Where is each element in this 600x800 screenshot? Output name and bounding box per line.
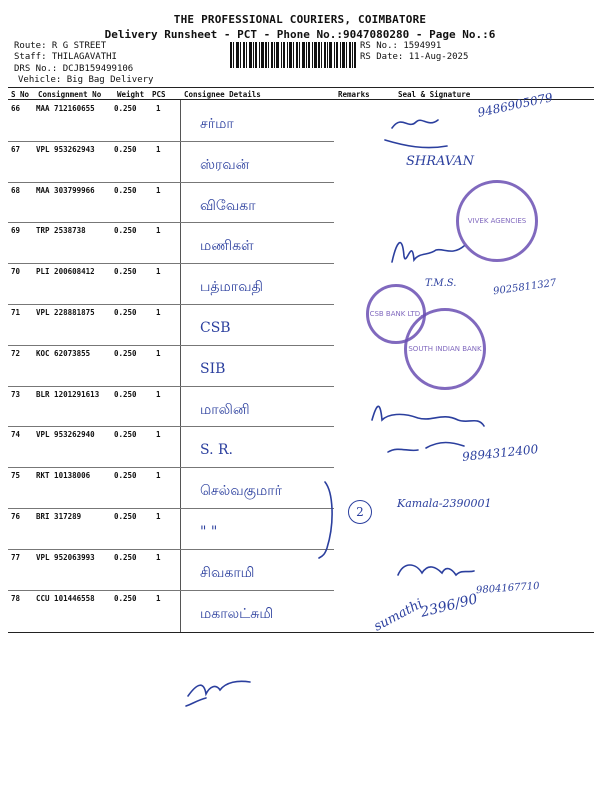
row-weight: 0.250	[114, 471, 137, 481]
row-consignment-no: VPL 953262940	[36, 430, 95, 440]
csb-bank-stamp: CSB BANK LTD.	[366, 284, 426, 344]
row-sno: 76	[11, 512, 21, 521]
row-weight: 0.250	[114, 144, 137, 154]
rs-number: RS No.: 1594991	[360, 41, 442, 51]
row-divider	[8, 141, 334, 142]
row-sno: 72	[11, 348, 21, 358]
row-pcs: 1	[156, 430, 161, 440]
table-row	[8, 263, 594, 303]
row-pcs: 1	[156, 144, 161, 154]
row-weight: 0.250	[114, 512, 137, 521]
staff-label: Staff: THILAGAVATHI	[14, 52, 117, 62]
row-pcs: 1	[156, 593, 161, 603]
row-sno: 68	[11, 185, 21, 195]
row-sno: 74	[11, 430, 21, 440]
consignee-handwritten-name: சிவகாமி	[200, 564, 255, 581]
consignee-handwritten-name: S. R.	[200, 442, 233, 459]
table-row	[8, 508, 594, 548]
row-weight: 0.250	[114, 308, 137, 317]
row-divider	[8, 263, 334, 264]
handwritten-phone-4: 9804167710	[475, 580, 540, 597]
row-sno: 67	[11, 144, 21, 154]
table-row	[8, 467, 594, 507]
col-weight: Weight	[117, 90, 145, 99]
row-pcs: 1	[156, 226, 161, 236]
row-consignment-no: MAA 303799966	[36, 185, 95, 195]
row-consignment-no: VPL 228881875	[36, 308, 95, 317]
consignee-handwritten-name: SIB	[200, 360, 226, 377]
row-consignment-no: CCU 101446558	[36, 593, 95, 603]
handwritten-tms: T.M.S.	[425, 278, 457, 289]
signature-bottom	[186, 681, 250, 706]
rs-date: RS Date: 11-Aug-2025	[360, 52, 469, 62]
vehicle-label: Vehicle: Big Bag Delivery	[18, 75, 154, 85]
row-divider	[8, 345, 334, 346]
col-sno: S No	[11, 90, 30, 99]
row-pcs: 1	[156, 389, 161, 399]
row-pcs: 1	[156, 267, 161, 277]
handwritten-shravan: SHRAVAN	[406, 154, 475, 169]
row-pcs: 1	[156, 471, 161, 481]
row-pcs: 1	[156, 512, 161, 521]
runsheet-subtitle: Delivery Runsheet - PCT - Phone No.:9047080280 - Page No.:6	[104, 28, 496, 41]
row-divider	[8, 549, 334, 550]
col-pcs: PCS	[152, 90, 166, 99]
row-pcs: 1	[156, 552, 161, 562]
consignee-handwritten-name: ஸ்ரவன்	[200, 156, 250, 173]
row-consignment-no: KOC 62073855	[36, 348, 91, 358]
row-consignment-no: TRP 2538738	[36, 226, 86, 236]
table-row	[8, 386, 594, 426]
table-bottom-rule	[8, 632, 594, 633]
row-consignment-no: RKT 10138006	[36, 471, 91, 481]
row-sno: 70	[11, 267, 21, 277]
table-row	[8, 141, 594, 181]
handwritten-phone-1: 9486905079	[476, 90, 554, 120]
row-divider	[8, 222, 334, 223]
col-seal: Seal & Signature	[398, 90, 471, 99]
row-consignment-no: VPL 952063993	[36, 552, 95, 562]
handwritten-sumathi: sumathi	[371, 596, 426, 635]
consignee-handwritten-name: விவேகா	[200, 197, 256, 214]
handwritten-kamala: Kamala-2390001	[397, 497, 492, 510]
row-consignment-no: BLR 1201291613	[36, 389, 100, 399]
handwritten-phone-3: 9894312400	[461, 442, 539, 464]
consignee-handwritten-name: சர்மா	[200, 116, 234, 132]
south-indian-bank-stamp: SOUTH INDIAN BANK	[404, 308, 486, 390]
company-title: THE PROFESSIONAL COURIERS, COIMBATORE	[173, 13, 427, 26]
row-divider	[8, 386, 334, 387]
row-weight: 0.250	[114, 389, 137, 399]
consignee-handwritten-name: செல்வகுமார்	[200, 483, 282, 500]
col-consignee: Consignee Details	[184, 90, 261, 99]
circled-number: 2	[348, 500, 372, 524]
row-consignment-no: BRI 317289	[36, 512, 82, 521]
row-pcs: 1	[156, 308, 161, 317]
consignee-handwritten-name: " "	[200, 524, 218, 540]
row-consignment-no: VPL 953262943	[36, 144, 95, 154]
route-label: Route: R G STREET	[14, 41, 107, 51]
table-row	[8, 590, 594, 630]
row-sno: 77	[11, 552, 21, 562]
row-consignment-no: MAA 712160655	[36, 104, 95, 113]
handwritten-phone-2: 9025811327	[492, 277, 558, 298]
row-pcs: 1	[156, 104, 161, 113]
row-divider	[8, 426, 334, 427]
consignee-handwritten-name: மகாலட்சுமி	[200, 605, 274, 622]
row-pcs: 1	[156, 185, 161, 195]
consignee-handwritten-name: மணிகள்	[200, 238, 254, 255]
row-weight: 0.250	[114, 267, 137, 277]
row-divider	[8, 467, 334, 468]
handwritten-number: 2396/90	[418, 591, 480, 621]
consignee-handwritten-name: CSB	[200, 320, 231, 336]
row-weight: 0.250	[114, 185, 137, 195]
row-weight: 0.250	[114, 552, 137, 562]
drs-label: DRS No.: DCJB159499106	[14, 64, 134, 74]
row-weight: 0.250	[114, 430, 137, 440]
row-pcs: 1	[156, 348, 161, 358]
row-divider	[8, 590, 334, 591]
col-consignment: Consignment No	[38, 90, 102, 99]
table-row	[8, 345, 594, 385]
row-sno: 73	[11, 389, 21, 399]
col-remarks: Remarks	[338, 90, 370, 99]
row-sno: 69	[11, 226, 21, 236]
row-weight: 0.250	[114, 104, 137, 113]
row-consignment-no: PLI 200608412	[36, 267, 95, 277]
consignee-handwritten-name: மாலினி	[200, 401, 250, 418]
row-sno: 75	[11, 471, 21, 481]
row-sno: 78	[11, 593, 21, 603]
row-sno: 71	[11, 308, 21, 317]
row-weight: 0.250	[114, 593, 137, 603]
header-top-rule	[8, 87, 594, 88]
consignee-handwritten-name: பத்மாவதி	[200, 279, 263, 296]
row-sno: 66	[11, 104, 21, 113]
row-divider	[8, 304, 334, 305]
row-weight: 0.250	[114, 348, 137, 358]
table-row	[8, 304, 594, 344]
row-weight: 0.250	[114, 226, 137, 236]
row-divider	[8, 508, 334, 509]
barcode	[230, 42, 356, 68]
vivek-agencies-stamp: VIVEK AGENCIES	[456, 180, 538, 262]
row-divider	[8, 182, 334, 183]
